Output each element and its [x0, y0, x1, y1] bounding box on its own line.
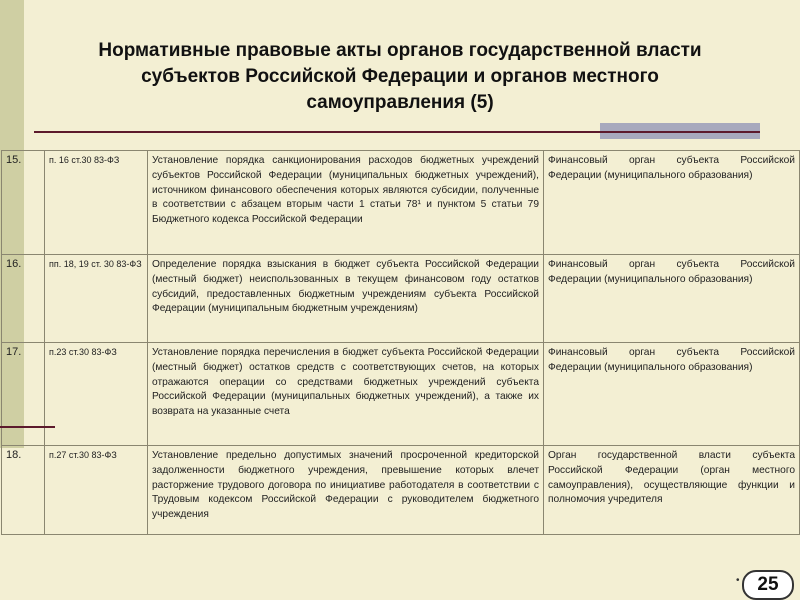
- acts-table: [1, 150, 800, 535]
- table-row: [2, 343, 800, 446]
- slide-title: [58, 38, 742, 116]
- responsible-body: Финансовый орган субъекта Российской Федерации (муниципального образования): [544, 255, 800, 343]
- law-reference: п.27 ст.30 83-ФЗ: [45, 446, 148, 535]
- title-line-1: Нормативные правовые акты органов государственной власти: [98, 40, 702, 61]
- act-description: Установление предельно допустимых значений просроченной кредиторской задолженности бюджетного учреждения, превышение которых влечет расторжение трудового договора по инициативе работодателя в соответствии с Трудовым кодексом Российской Федерации с руководителем бюджетного учреждения: [148, 446, 544, 535]
- title-line-2: субъектов Российской Федерации и органов местного: [141, 66, 659, 87]
- act-description: Определение порядка взыскания в бюджет субъекта Российской Федерации (местный бюджет) неиспользованных в текущем финансовом году остатков субсидий, предоставленных бюджетным учреждениям субъекта Российской Федерации (муниципальным бюджетным учреждениям): [148, 255, 544, 343]
- law-reference: пп. 18, 19 ст. 30 83-ФЗ: [45, 255, 148, 343]
- responsible-body: Финансовый орган субъекта Российской Федерации (муниципального образования): [544, 343, 800, 446]
- act-description: Установление порядка санкционирования расходов бюджетных учреждений субъектов Российской Федерации (муниципальных бюджетных учреждений), источником финансового обеспечения которых являются субсидии, полученные в соответствии с абзацем вторым части 1 статьи 78¹ и пунктом 5 статьи 79 Бюджетного кодекса Российской Федерации: [148, 151, 544, 255]
- row-number: 16.: [2, 255, 45, 343]
- table-row: [2, 151, 800, 255]
- row-number: 18.: [2, 446, 45, 535]
- law-reference: п.23 ст.30 83-ФЗ: [45, 343, 148, 446]
- responsible-body: Орган государственной власти субъекта Российской Федерации (орган местного самоуправления), осуществляющие функции и полномочия учредителя: [544, 446, 800, 535]
- title-divider: [34, 131, 760, 133]
- left-accent-line: [0, 426, 55, 428]
- act-description: Установление порядка перечисления в бюджет субъекта Российской Федерации (местный бюджет) остатков средств с соответствующих счетов, на которых отражаются операции со средствами бюджетных учреждений субъекта Российской Федерации (муниципальных бюджетных учреждений), а также их возврата на указанные счета: [148, 343, 544, 446]
- table-row: [2, 446, 800, 535]
- law-reference: п. 16 ст.30 83-ФЗ: [45, 151, 148, 255]
- title-line-3: самоуправления (5): [306, 92, 494, 113]
- responsible-body: Финансовый орган субъекта Российской Федерации (муниципального образования): [544, 151, 800, 255]
- row-number: 17.: [2, 343, 45, 446]
- decorative-dot-icon: •: [736, 575, 740, 586]
- row-number: 15.: [2, 151, 45, 255]
- page-number-badge: 25: [742, 570, 794, 600]
- table-row: [2, 255, 800, 343]
